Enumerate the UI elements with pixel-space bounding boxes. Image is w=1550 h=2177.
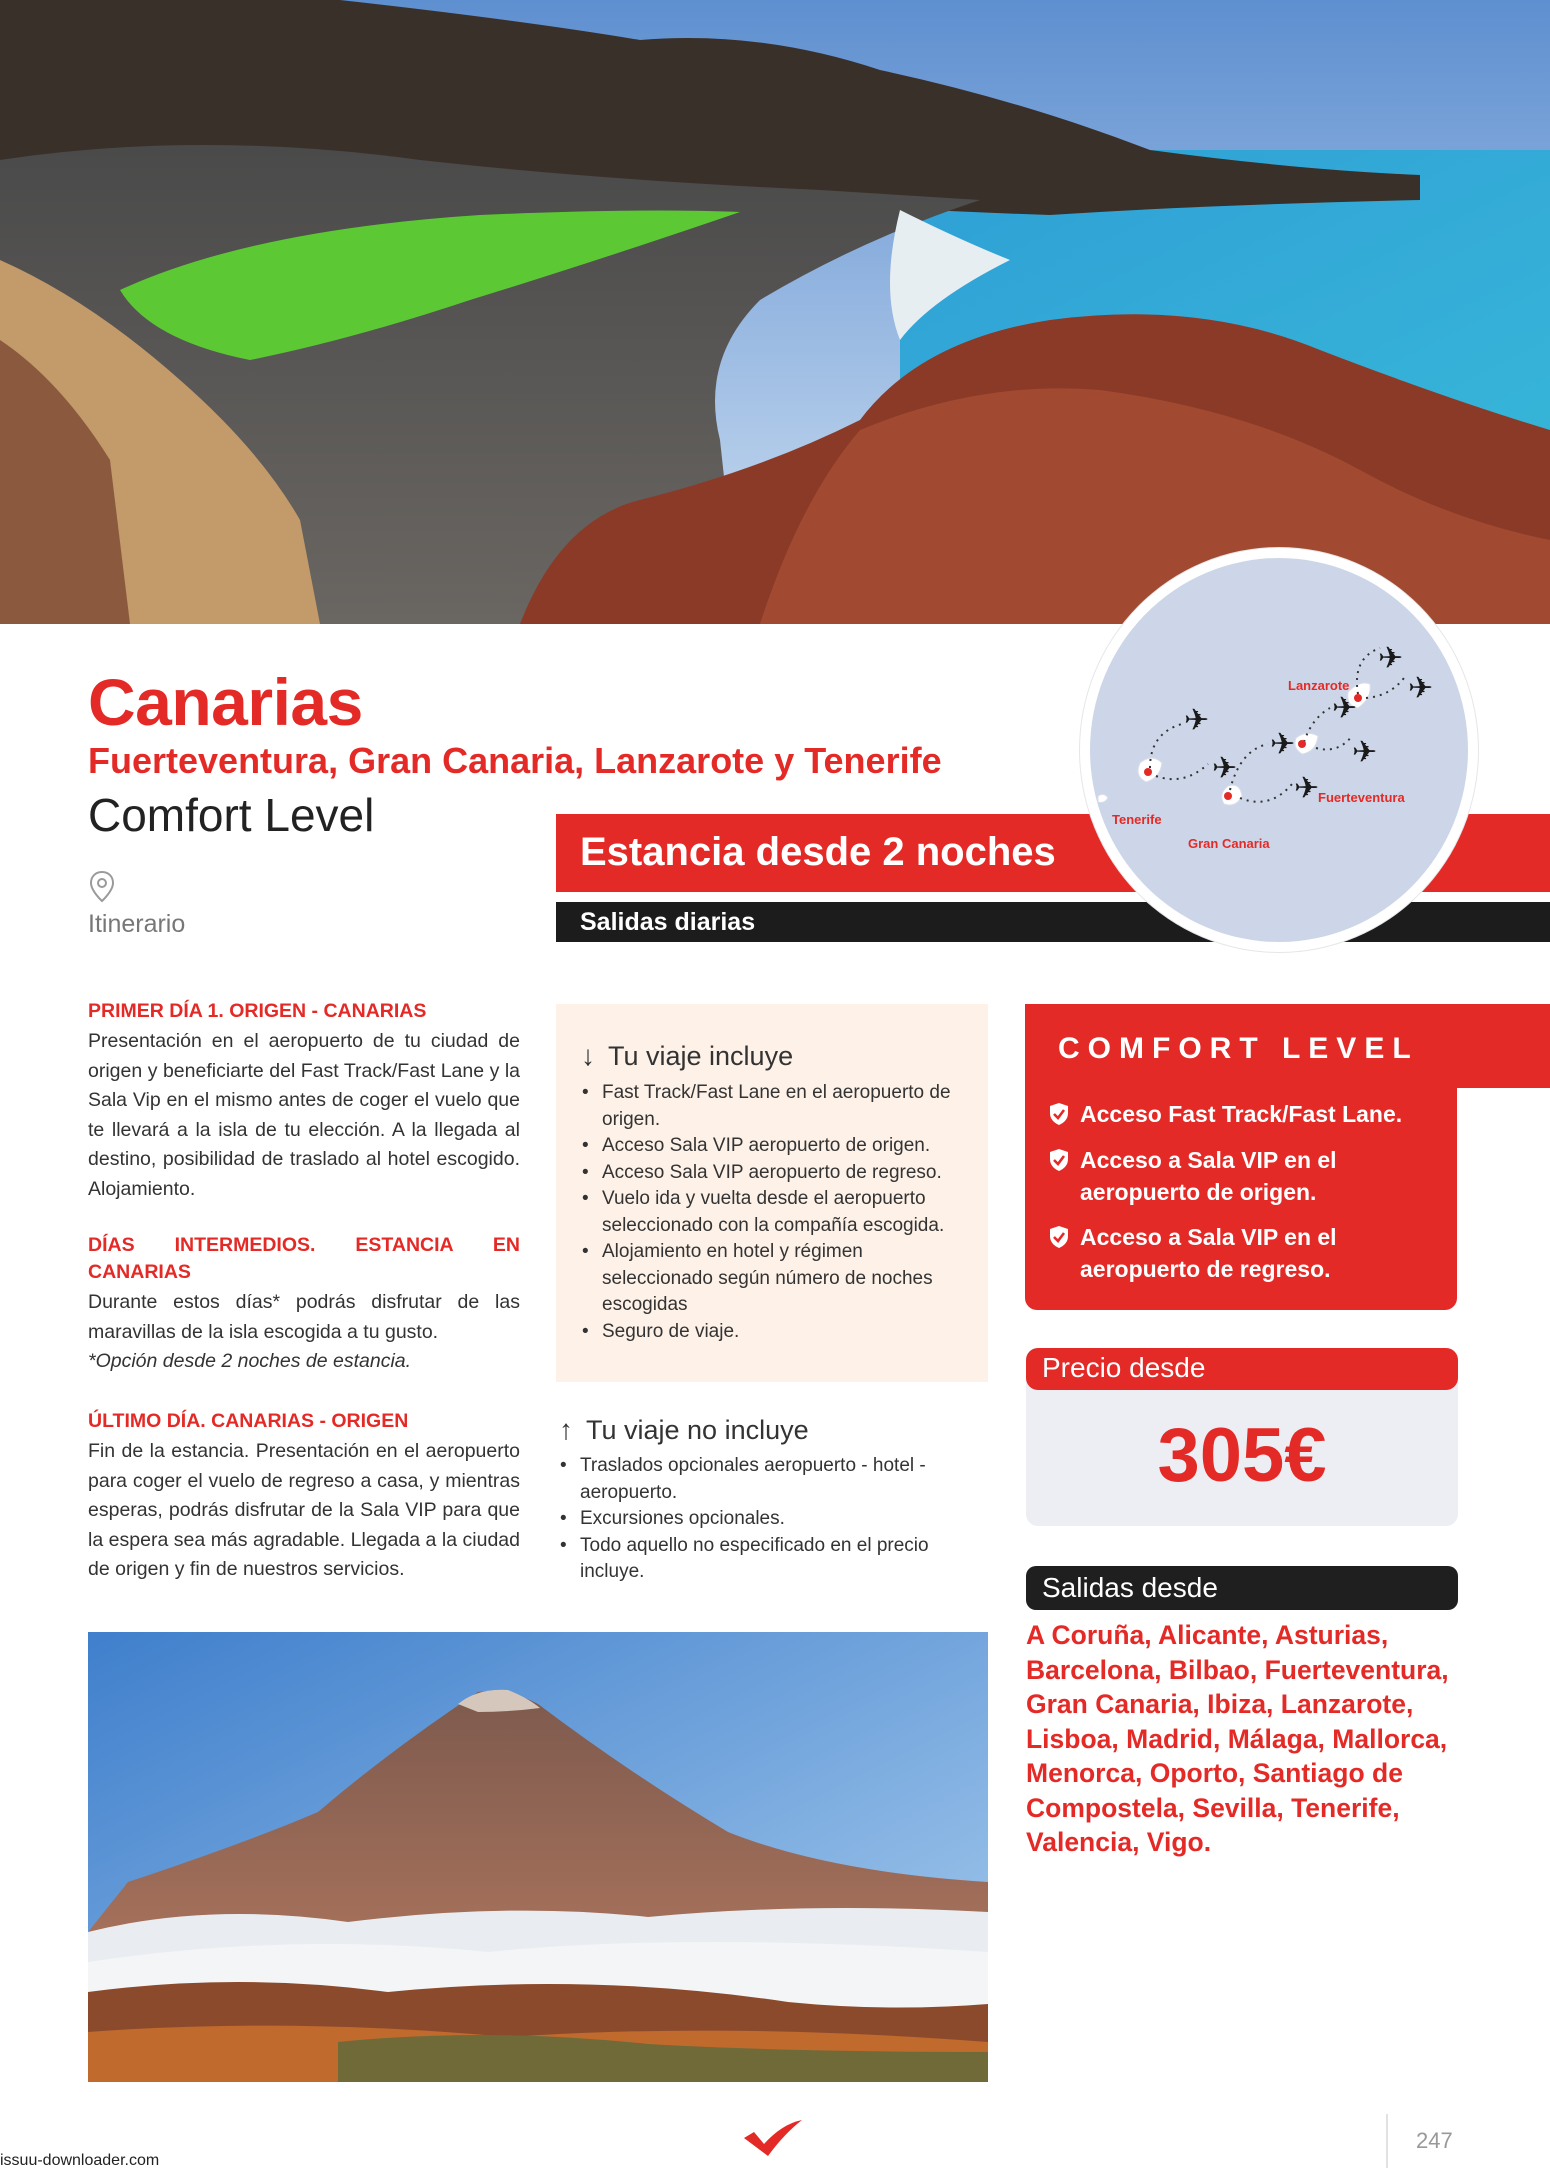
excludes-title	[556, 1414, 809, 1446]
excludes-list	[558, 1453, 978, 1586]
list-item: • Fast Track/Fast Lane en el aeropuerto de origen.	[580, 1080, 976, 1133]
svg-text:✈: ✈	[1352, 735, 1378, 770]
location-pin-icon	[88, 870, 116, 904]
brand-logo-icon	[740, 2116, 806, 2160]
itinerary-last-text: Fin de la estancia. Presentación en el aeropuerto para coger el vuelo de regreso a casa, y mientras esperas, podrás disfrutar de la Sala VIP para que la espera sea más agradable. Llegada a la ciudad de origen y fin de nuestros servicios.	[88, 1440, 520, 1580]
includes-title-text: Tu viaje incluye	[608, 1041, 794, 1071]
islands-map	[1080, 548, 1478, 952]
list-item: • Todo aquello no especificado en el precio incluye.	[558, 1533, 978, 1586]
map-label-lanzarote: Lanzarote	[1288, 678, 1350, 693]
shield-check-icon	[1048, 1148, 1070, 1172]
price-label: Precio desde	[1042, 1352, 1206, 1383]
hero-photo	[0, 0, 1550, 624]
comfort-item-text: Acceso a Sala VIP en el aeropuerto de regreso.	[1080, 1224, 1337, 1282]
excludes-title-text: Tu viaje no incluye	[586, 1415, 809, 1445]
itinerary-middle-note: *Opción desde 2 noches de estancia.	[88, 1350, 412, 1372]
svg-text:✈: ✈	[1408, 671, 1434, 706]
arrow-down-icon: ↓	[581, 1040, 595, 1071]
svg-text:✈: ✈	[1378, 641, 1404, 676]
list-item: • Vuelo ida y vuelta desde el aeropuerto seleccionado con la compañía escogida.	[580, 1186, 976, 1239]
shield-check-icon	[1048, 1225, 1070, 1249]
svg-text:✈: ✈	[1184, 703, 1210, 738]
page-subtitle: Fuerteventura, Gran Canaria, Lanzarote y Tenerife	[88, 740, 942, 781]
departures-header	[1026, 1566, 1458, 1610]
footer-divider	[1386, 2114, 1388, 2168]
comfort-level-title: COMFORT LEVEL	[1058, 1032, 1419, 1065]
svg-text:✈: ✈	[1294, 771, 1320, 806]
volcano-photo	[88, 1632, 988, 2082]
itinerary-day1-text: Presentación en el aeropuerto de tu ciudad de origen y beneficiarte del Fast Track/Fast Lane y la Sala Vip en el mismo antes de coger el vuelo que te llevará a la isla de tu elección. A la llegada al destino, posibilidad de traslado al hotel escogido. Alojamiento.	[88, 1030, 520, 1200]
map-label-gran-canaria: Gran Canaria	[1188, 836, 1270, 851]
comfort-item	[1048, 1221, 1448, 1285]
price-value: 305€	[1157, 1413, 1327, 1498]
itinerary-label: Itinerario	[88, 910, 186, 938]
page-title: Canarias	[88, 665, 363, 739]
list-item: • Acceso Sala VIP aeropuerto de origen.	[580, 1133, 976, 1160]
departure-cities: A Coruña, Alicante, Asturias, Barcelona, Bilbao, Fuerteventura, Gran Canaria, Ibiza, Lanzarote, Lisboa, Madrid, Málaga, Mallorca, Menorca, Oporto, Santiago de Compostela, Sevilla, Tenerife, Valencia, Vigo.	[1026, 1620, 1449, 1857]
shield-check-icon	[1048, 1102, 1070, 1126]
itinerary-day1-heading: PRIMER DÍA 1. ORIGEN - CANARIAS	[88, 1000, 427, 1022]
list-item: • Acceso Sala VIP aeropuerto de regreso.	[580, 1160, 976, 1187]
comfort-item-text: Acceso a Sala VIP en el aeropuerto de origen.	[1080, 1147, 1337, 1205]
watermark: issuu-downloader.com	[0, 2152, 160, 2169]
svg-text:✈: ✈	[1270, 727, 1296, 762]
comfort-level-panel-tab	[1457, 1004, 1550, 1088]
list-item: • Excursiones opcionales.	[558, 1506, 978, 1533]
map-label-fuerteventura: Fuerteventura	[1318, 790, 1405, 805]
page-number: 247	[1416, 2128, 1453, 2153]
price-header	[1026, 1348, 1458, 1390]
arrow-up-icon: ↑	[559, 1414, 573, 1445]
map-label-tenerife: Tenerife	[1112, 812, 1162, 827]
comfort-item	[1048, 1144, 1448, 1208]
departures-label: Salidas desde	[1042, 1572, 1218, 1603]
includes-title	[578, 1040, 793, 1072]
list-item: • Alojamiento en hotel y régimen seleccionado según número de noches escogidas	[580, 1239, 976, 1319]
itinerary-middle-heading: DÍAS INTERMEDIOS. ESTANCIA EN CANARIAS	[88, 1234, 520, 1283]
itinerary-last-heading: ÚLTIMO DÍA. CANARIAS - ORIGEN	[88, 1410, 409, 1432]
list-item: • Seguro de viaje.	[580, 1319, 976, 1346]
comfort-level-heading: Comfort Level	[88, 789, 375, 841]
itinerary-middle-text: Durante estos días* podrás disfrutar de las maravillas de la isla escogida a tu gusto.	[88, 1291, 520, 1343]
comfort-item-text: Acceso Fast Track/Fast Lane.	[1080, 1101, 1403, 1127]
svg-text:✈: ✈	[1212, 751, 1238, 786]
includes-list	[580, 1080, 976, 1345]
departures-banner-text: Salidas diarias	[580, 908, 756, 936]
stay-banner-text: Estancia desde 2 noches	[580, 830, 1056, 874]
list-item: • Traslados opcionales aeropuerto - hotel - aeropuerto.	[558, 1453, 978, 1506]
svg-text:✈: ✈	[1332, 691, 1358, 726]
comfort-item	[1048, 1098, 1448, 1130]
